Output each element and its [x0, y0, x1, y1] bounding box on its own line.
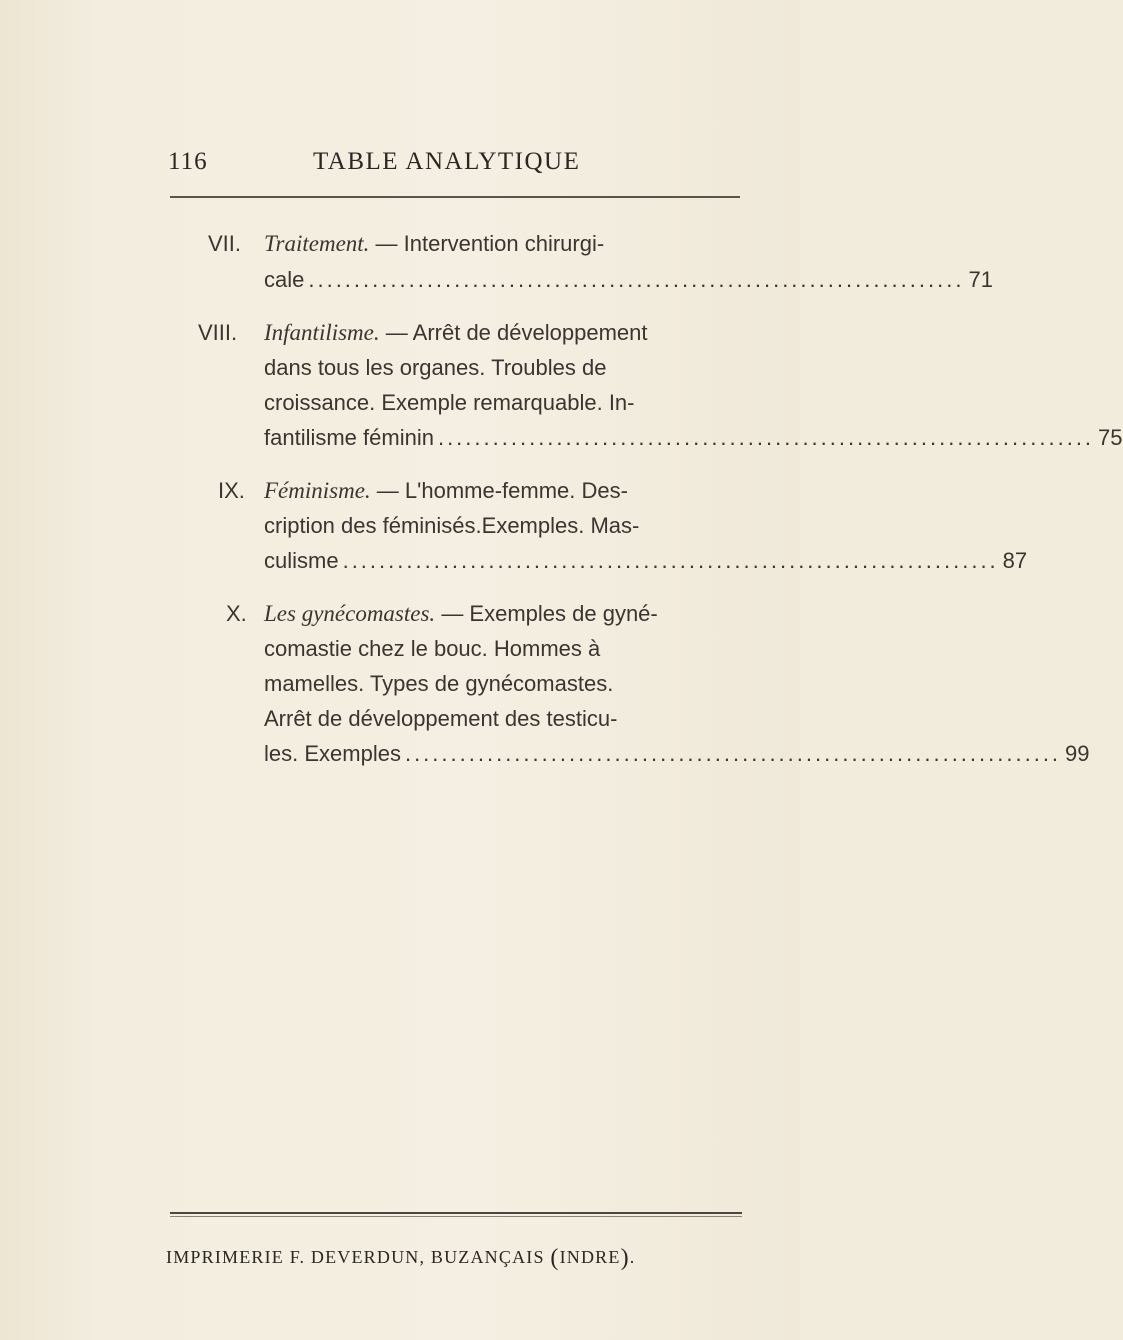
- entry-numeral: VII.: [208, 231, 242, 256]
- entry-last-line: [264, 421, 1123, 455]
- entry-title: Les gynécomastes.: [264, 601, 436, 626]
- imprint-text: IMPRIMERIE F. DEVERDUN, BUZANÇAIS: [166, 1247, 545, 1267]
- entry-first-line: [264, 474, 628, 508]
- close-paren: ): [620, 1245, 630, 1271]
- footer-rule: [170, 1212, 742, 1214]
- entry-text-line: Arrêt de développement des testicu-: [264, 706, 618, 731]
- entry-page-ref: 99: [1065, 741, 1090, 766]
- entry-page-ref: 87: [1002, 548, 1028, 573]
- page-title: TABLE ANALYTIQUE: [313, 148, 581, 175]
- entry-last-line: [264, 263, 993, 297]
- entry-text-line: croissance. Exemple remarquable. In-: [264, 390, 635, 415]
- entry-text-line: mamelles. Types de gynécomastes.: [264, 671, 614, 696]
- open-paren: (: [550, 1245, 560, 1271]
- entry-numeral: VIII.: [198, 320, 238, 345]
- entry-first-line: [264, 227, 604, 261]
- entry-first-line: [264, 316, 647, 350]
- entry-text-line: — Exemples de gyné-: [441, 601, 658, 626]
- entry-text-line: comastie chez le bouc. Hommes à: [264, 636, 601, 661]
- entry-first-line: [264, 597, 658, 631]
- entry-text-line: dans tous les organes. Troubles de: [264, 355, 607, 380]
- entry-title: Féminisme.: [264, 478, 371, 503]
- dot-leader: ........................................................................: [437, 425, 1095, 450]
- footer-rule-thin: [170, 1216, 742, 1217]
- entry-last-line: [264, 544, 1028, 578]
- entry-text-line: les. Exemples: [264, 741, 401, 766]
- entry-last-line: [264, 737, 1090, 771]
- entry-text-line: cription des féminisés.Exemples. Mas-: [264, 513, 640, 538]
- entry-text-line: cale: [264, 267, 305, 292]
- entry-text-line: — L'homme-femme. Des-: [376, 478, 628, 503]
- entry-page-ref: 75: [1098, 425, 1123, 450]
- entry-page-ref: 71: [968, 267, 993, 292]
- entry-numeral: X.: [226, 601, 247, 626]
- entry-text-line: fantilisme féminin: [264, 425, 434, 450]
- running-header: [168, 148, 740, 188]
- page-number: 116: [168, 148, 208, 175]
- imprint-place: INDRE: [559, 1247, 621, 1267]
- printer-imprint: IMPRIMERIE F. DEVERDUN, BUZANÇAIS (INDRE).: [166, 1245, 636, 1271]
- entry-text-line: — Arrêt de développement: [385, 320, 648, 345]
- entry-text-line: culisme: [264, 548, 339, 573]
- dot-leader: ........................................................................: [342, 548, 999, 573]
- dot-leader: ........................................................................: [308, 267, 965, 292]
- dot-leader: ........................................................................: [404, 741, 1062, 766]
- entry-numeral: IX.: [218, 478, 245, 503]
- entry-title: Traitement.: [264, 231, 370, 256]
- entry-title: Infantilisme.: [264, 320, 380, 345]
- header-rule: [170, 196, 740, 198]
- entry-text-line: — Intervention chirurgi-: [375, 231, 605, 256]
